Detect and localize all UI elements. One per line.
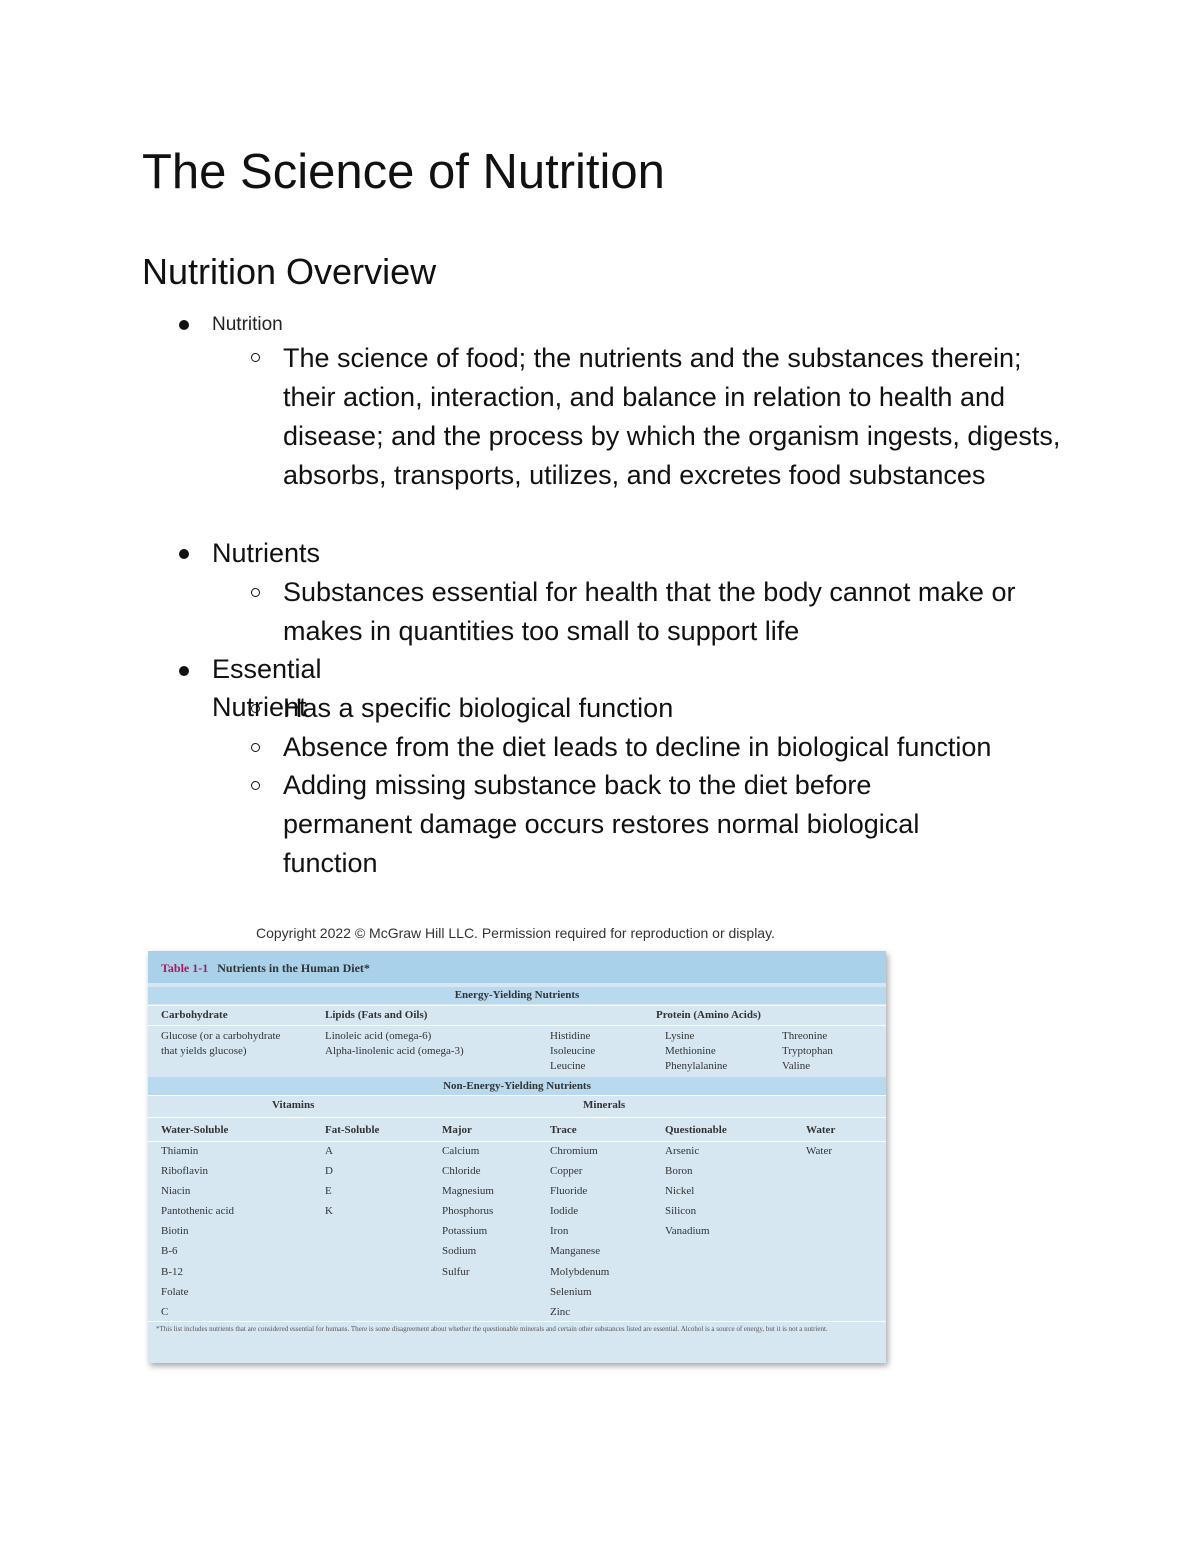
outline-subitem: Absence from the diet leads to decline in biological function: [283, 732, 992, 762]
mineral-cell: Phosphorus: [442, 1205, 494, 1217]
header-lipids: Lipids (Fats and Oils): [325, 1009, 428, 1021]
energy-band: Energy-Yielding Nutrients: [148, 987, 886, 1004]
non-energy-band: Non-Energy-Yielding Nutrients: [148, 1077, 886, 1095]
mineral-cell: Boron: [665, 1165, 693, 1177]
nutrients-table-image: [148, 951, 886, 1363]
outline-item-label: Nutrition: [212, 314, 283, 335]
mineral-cell: Sulfur: [442, 1266, 470, 1278]
table-number: Table 1-1: [161, 961, 209, 975]
outline-subitem: Substances essential for health that the body cannot make or makes in quantities too small to support life: [283, 577, 1016, 646]
sub-bullet-icon: [251, 353, 260, 362]
protein-cell: Isoleucine: [550, 1045, 596, 1057]
divider: [148, 1321, 886, 1322]
vitamin-cell: C: [161, 1306, 169, 1318]
vitamin-cell: D: [325, 1165, 333, 1177]
mineral-cell: Iron: [550, 1225, 569, 1237]
vitamin-cell: Niacin: [161, 1185, 191, 1197]
header-major: Major: [442, 1124, 472, 1136]
lipid-cell: Linoleic acid (omega-6): [325, 1030, 432, 1042]
mineral-cell: Chloride: [442, 1165, 481, 1177]
protein-cell: Tryptophan: [782, 1045, 833, 1057]
mineral-cell: Potassium: [442, 1225, 488, 1237]
divider: [148, 1025, 886, 1026]
vitamin-cell: Thiamin: [161, 1145, 199, 1157]
vitamin-cell: Biotin: [161, 1225, 189, 1237]
vitamin-cell: B-6: [161, 1245, 178, 1257]
divider: [148, 1095, 886, 1096]
outline-item-label: Nutrients: [212, 538, 321, 568]
outline-item-label: Essential Nutrient: [212, 654, 322, 722]
vitamin-cell: B-12: [161, 1266, 183, 1278]
mineral-cell: Selenium: [550, 1286, 592, 1298]
mineral-cell: Nickel: [665, 1185, 695, 1197]
vitamin-cell: A: [325, 1145, 333, 1157]
mineral-cell: Iodide: [550, 1205, 579, 1217]
vitamin-cell: Riboflavin: [161, 1165, 209, 1177]
header-trace: Trace: [550, 1124, 577, 1136]
carb-cell: that yields glucose): [161, 1045, 247, 1057]
protein-cell: Histidine: [550, 1030, 591, 1042]
protein-cell: Threonine: [782, 1030, 828, 1042]
lipid-cell: Alpha-linolenic acid (omega-3): [325, 1045, 464, 1057]
mineral-cell: Magnesium: [442, 1185, 494, 1197]
mineral-cell: Molybdenum: [550, 1266, 610, 1278]
sub-bullet-icon: [251, 743, 260, 752]
sub-bullet-icon: [251, 704, 260, 713]
page-title: The Science of Nutrition: [142, 145, 665, 199]
mineral-cell: Zinc: [550, 1306, 571, 1318]
protein-cell: Methionine: [665, 1045, 716, 1057]
mineral-cell: Calcium: [442, 1145, 480, 1157]
sub-bullet-icon: [251, 781, 260, 790]
header-carbohydrate: Carbohydrate: [161, 1009, 228, 1021]
mineral-cell: Sodium: [442, 1245, 477, 1257]
outline-subitem: The science of food; the nutrients and the substances therein; their action, interaction, and balance in relation to health and disease; and the process by which the organism ingests, digests, absorbs, transports, utilizes, and excretes food substances: [283, 343, 1061, 490]
mineral-cell: Vanadium: [665, 1225, 710, 1237]
bullet-icon: [179, 666, 189, 676]
vitamin-cell: E: [325, 1185, 332, 1197]
table-footnote: *This list includes nutrients that are considered essential for humans. There is some disagreement about whether the questionable minerals and certain other substances listed are essential. Alcohol is a source of energy, but it is not a nutrient.: [156, 1325, 828, 1333]
header-fat-soluble: Fat-Soluble: [325, 1124, 380, 1136]
outline-subitem: Adding missing substance back to the diet before permanent damage occurs restores normal biological function: [283, 770, 920, 878]
header-questionable: Questionable: [665, 1124, 727, 1136]
bullet-icon: [179, 549, 189, 559]
carb-cell: Glucose (or a carbohydrate: [161, 1030, 281, 1042]
mineral-cell: Arsenic: [665, 1145, 700, 1157]
figure-copyright: Copyright 2022 © McGraw Hill LLC. Permission required for reproduction or display.: [256, 925, 775, 941]
group-vitamins: Vitamins: [272, 1099, 315, 1111]
mineral-cell: Chromium: [550, 1145, 598, 1157]
vitamin-cell: Folate: [161, 1286, 189, 1298]
mineral-cell: Fluoride: [550, 1185, 588, 1197]
table-title-text: Nutrients in the Human Diet*: [217, 961, 370, 975]
group-minerals: Minerals: [583, 1099, 626, 1111]
divider: [148, 1005, 886, 1006]
divider: [148, 1141, 886, 1142]
protein-cell: Leucine: [550, 1060, 586, 1072]
divider: [148, 1117, 886, 1118]
mineral-cell: Copper: [550, 1165, 583, 1177]
sub-bullet-icon: [251, 588, 260, 597]
header-protein: Protein (Amino Acids): [656, 1009, 761, 1021]
water-cell: Water: [806, 1145, 832, 1157]
table-header-bar: [148, 951, 886, 983]
header-water-soluble: Water-Soluble: [161, 1124, 229, 1136]
table-title: [161, 961, 370, 976]
protein-cell: Valine: [782, 1060, 811, 1072]
outline-subitem: Has a specific biological function: [283, 693, 674, 723]
vitamin-cell: K: [325, 1205, 333, 1217]
header-water: Water: [806, 1124, 836, 1136]
protein-cell: Lysine: [665, 1030, 695, 1042]
mineral-cell: Manganese: [550, 1245, 601, 1257]
bullet-icon: [179, 320, 189, 330]
section-heading: Nutrition Overview: [142, 251, 437, 292]
vitamin-cell: Pantothenic acid: [161, 1205, 235, 1217]
mineral-cell: Silicon: [665, 1205, 697, 1217]
protein-cell: Phenylalanine: [665, 1060, 728, 1072]
